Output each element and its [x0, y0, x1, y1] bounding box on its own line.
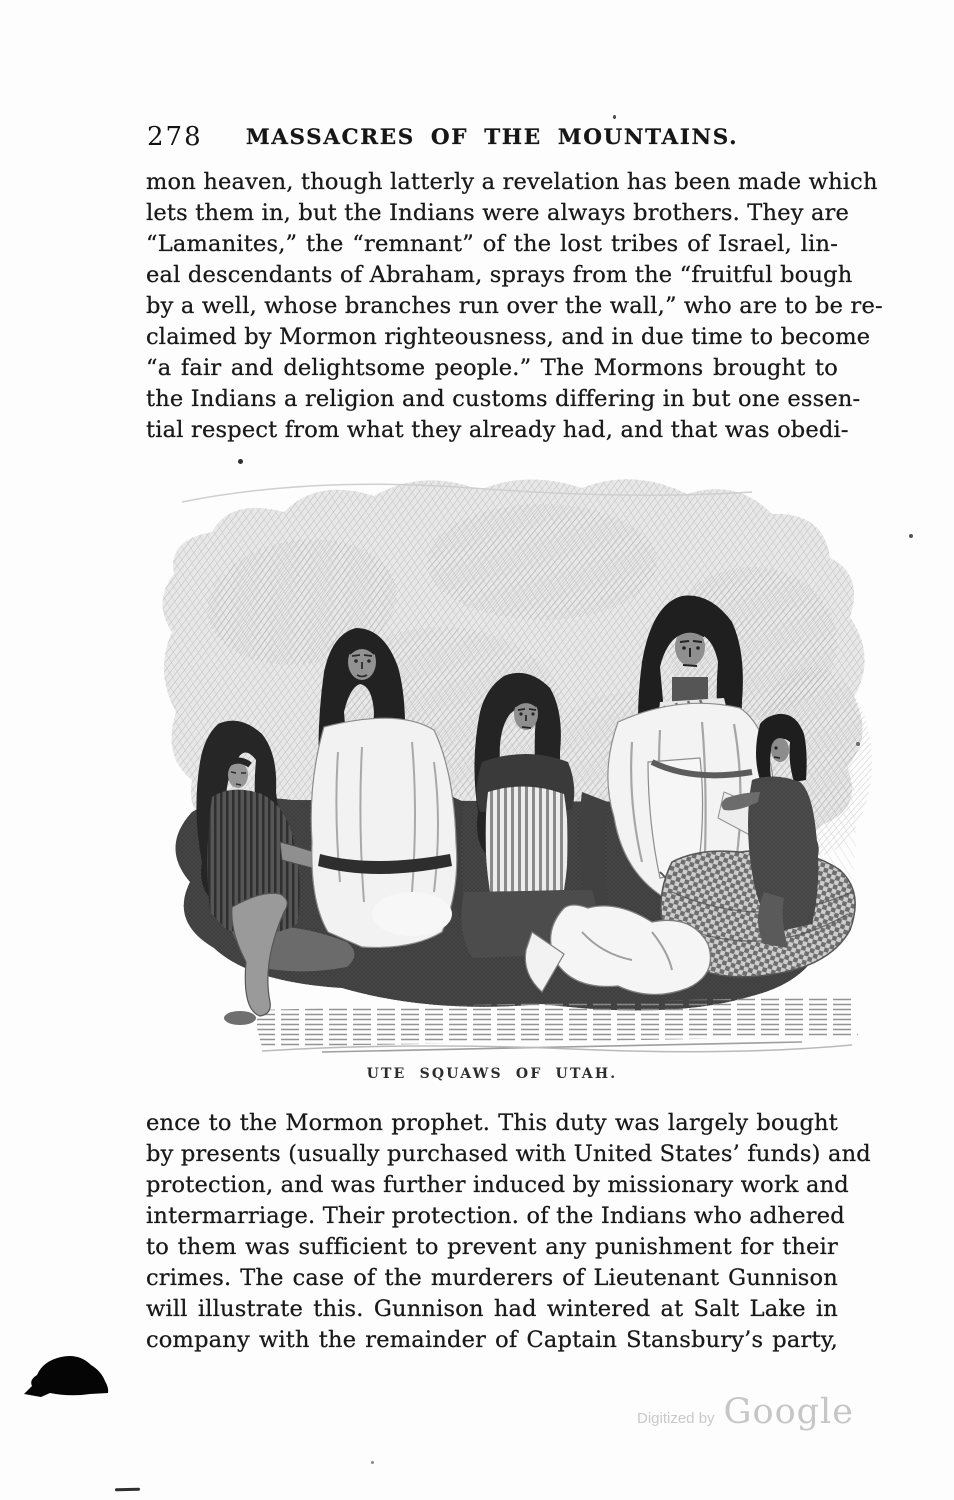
ground-hatching — [252, 996, 858, 1052]
text-line: mon heaven, though latterly a revelation has been made which — [146, 169, 878, 195]
illustration-caption: UTE SQUAWS OF UTAH. — [366, 1066, 618, 1082]
scan-dash-artifact — [115, 1488, 140, 1492]
scan-speck — [909, 534, 913, 538]
text-line: protection, and was further induced by missionary work and — [146, 1172, 849, 1198]
text-line: eal descendants of Abraham, sprays from the “fruitful bough — [146, 262, 853, 288]
scan-artifact-blob — [20, 1352, 112, 1400]
scan-speck — [238, 459, 243, 464]
text-line: to them was sufficient to prevent any punishment for their — [146, 1234, 838, 1260]
text-line: by presents (usually purchased with United States’ funds) and — [146, 1141, 871, 1167]
scan-speck — [371, 1461, 374, 1464]
body-paragraph-1 — [146, 167, 883, 446]
digitized-by-label: Digitized by — [637, 1410, 715, 1427]
running-header: MASSACRES OF THE MOUNTAINS. — [245, 125, 739, 150]
body-paragraph-2 — [146, 1108, 871, 1356]
page-number: 278 — [147, 122, 203, 152]
text-line: “Lamanites,” the “remnant” of the lost tribes of Israel, lin- — [146, 231, 838, 257]
google-logo: Google — [723, 1392, 854, 1432]
text-line: lets them in, but the Indians were always brothers. They are — [146, 200, 850, 226]
text-line: by a well, whose branches run over the wall,” who are to be re- — [146, 293, 883, 319]
text-line: claimed by Mormon righteousness, and in due time to become — [146, 324, 871, 350]
scan-speck — [856, 742, 860, 746]
text-line: tial respect from what they already had, and that was obedi- — [146, 417, 849, 443]
text-line: intermarriage. Their protection. of the Indians who adhered — [146, 1203, 845, 1229]
text-line: the Indians a religion and customs differing in but one essen- — [146, 386, 861, 412]
google-watermark — [637, 1392, 854, 1432]
text-line: ence to the Mormon prophet. This duty was largely bought — [146, 1110, 838, 1136]
text-line: crimes. The case of the murderers of Lieutenant Gunnison — [146, 1265, 838, 1291]
scan-speck — [613, 115, 616, 119]
text-line: company with the remainder of Captain Stansbury’s party, — [146, 1327, 838, 1353]
text-line: will illustrate this. Gunnison had wintered at Salt Lake in — [146, 1296, 838, 1322]
text-line: “a fair and delightsome people.” The Mormons brought to — [146, 355, 838, 381]
ute-squaws-engraving-illustration — [112, 462, 888, 1062]
